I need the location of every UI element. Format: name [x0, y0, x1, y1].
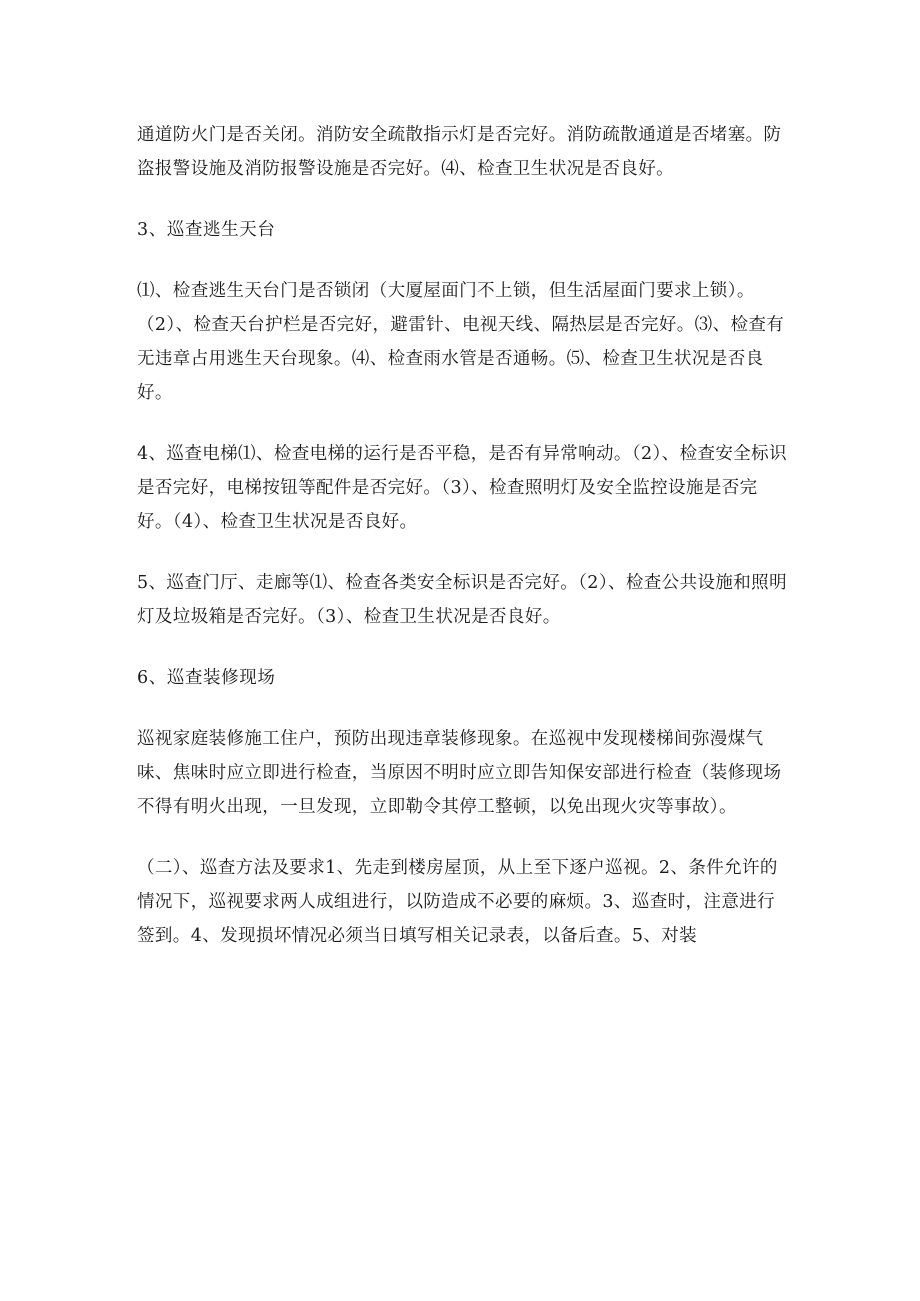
- paragraph-gap: [137, 695, 789, 722]
- heading-renovation-site-patrol: 6、巡查装修现场: [137, 668, 276, 688]
- paragraph-fire-door-check: 通道防火门是否关闭。消防安全疏散指示灯是否完好。消防疏散通道是否堵塞。防盗报警设施及消防报警设施是否完好。⑷、检查卫生状况是否良好。: [137, 125, 782, 179]
- paragraph-gap: [137, 247, 789, 274]
- paragraph-gap: [137, 539, 789, 566]
- paragraph-gap: [137, 824, 789, 851]
- paragraph-gap: [137, 186, 789, 213]
- paragraph-gap: [137, 410, 789, 437]
- paragraph-elevator-patrol: 4、巡查电梯⑴、检查电梯的运行是否平稳，是否有异常响动。（2）、检查安全标识是否完好，电梯按钮等配件是否完好。（3）、检查照明灯及安全监控设施是否完好。（4）、检查卫生状况是否良好。: [137, 444, 787, 532]
- paragraph-patrol-methods: （二）、巡查方法及要求1、先走到楼房屋顶，从上至下逐户巡视。2、条件允许的情况下，巡视要求两人成组进行，以防造成不必要的麻烦。3、巡查时，注意进行签到。4、发现损坏情况必须当日填写相关记录表，以备后查。5、对装: [137, 858, 778, 946]
- paragraph-rooftop-checks: ⑴、检查逃生天台门是否锁闭（大厦屋面门不上锁，但生活屋面门要求上锁）。（2）、检查天台护栏是否完好，避雷针、电视天线、隔热层是否完好。⑶、检查有无违章占用逃生天台现象。⑷、检查雨水管是否通畅。⑸、检查卫生状况是否良好。: [137, 281, 785, 403]
- paragraph-gap: [137, 634, 789, 661]
- paragraph-lobby-corridor-patrol: 5、巡查门厅、走廊等⑴、检查各类安全标识是否完好。（2）、检查公共设施和照明灯及垃圾箱是否完好。（3）、检查卫生状况是否良好。: [137, 573, 787, 627]
- document-body: [137, 118, 789, 953]
- paragraph-renovation-inspection: 巡视家庭装修施工住户，预防出现违章装修现象。在巡视中发现楼梯间弥漫煤气味、焦味时应立即进行检查，当原因不明时应立即告知保安部进行检查（装修现场不得有明火出现，一旦发现，立即勒令其停工整顿，以免出现火灾等事故）。: [137, 729, 782, 817]
- heading-rooftop-patrol: 3、巡查逃生天台: [137, 220, 276, 240]
